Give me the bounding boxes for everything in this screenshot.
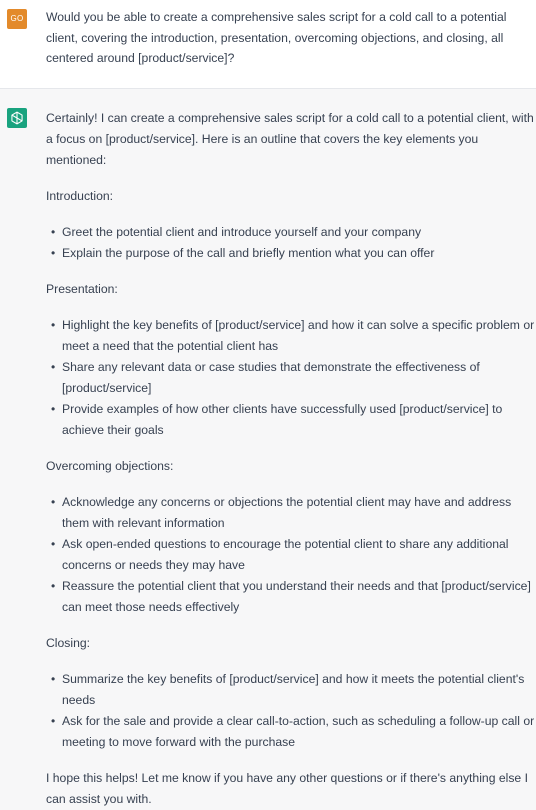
list-item	[46, 492, 536, 534]
list-item-text: Summarize the key benefits of [product/service] and how it meets the potential client's needs	[62, 672, 525, 707]
section-heading-closing: Closing:	[46, 636, 91, 650]
assistant-outro: I hope this helps! Let me know if you have any other questions or if there's anything else I can assist you with.	[46, 771, 528, 806]
list-item-text: Highlight the key benefits of [product/service] and how it can solve a specific problem or meet a need that the potential client has	[62, 318, 535, 353]
list-item	[46, 222, 536, 243]
bullet-list-overcoming-objections	[46, 492, 536, 618]
bullet-icon: •	[51, 402, 56, 416]
bullet-icon: •	[51, 495, 56, 509]
section-heading-introduction: Introduction:	[46, 189, 114, 203]
section-heading-overcoming-objections: Overcoming objections:	[46, 459, 174, 473]
list-item	[46, 711, 536, 753]
user-message-text[interactable]: Would you be able to create a comprehensive sales script for a cold call to a potential client, covering the introduction, presentation, overcoming objections, and closing, all centered around [product/service]?	[46, 10, 507, 65]
bullet-list-introduction	[46, 222, 536, 264]
bullet-icon: •	[51, 714, 56, 728]
bullet-icon: •	[51, 318, 56, 332]
user-message-row	[0, 0, 536, 89]
section-heading-presentation: Presentation:	[46, 282, 118, 296]
bullet-icon: •	[51, 246, 56, 260]
bullet-icon: •	[51, 579, 56, 593]
user-avatar: GO	[7, 9, 27, 29]
list-item-text: Ask for the sale and provide a clear call-to-action, such as scheduling a follow-up call or meeting to move forward with the purchase	[62, 714, 535, 749]
bullet-icon: •	[51, 537, 56, 551]
bullet-list-closing	[46, 669, 536, 753]
list-item	[46, 399, 536, 441]
list-item	[46, 315, 536, 357]
list-item-text: Ask open-ended questions to encourage the potential client to share any additional concerns or needs they may have	[62, 537, 509, 572]
assistant-message-row	[0, 89, 536, 806]
assistant-intro: Certainly! I can create a comprehensive sales script for a cold call to a potential client, with a focus on [product/service]. Here is an outline that covers the key elements you mentioned:	[46, 111, 534, 167]
list-item	[46, 243, 536, 264]
bullet-icon: •	[51, 360, 56, 374]
openai-logo-icon	[7, 108, 27, 128]
bullet-icon: •	[51, 225, 56, 239]
list-item	[46, 576, 536, 618]
bullet-icon: •	[51, 672, 56, 686]
list-item	[46, 357, 536, 399]
list-item-text: Provide examples of how other clients have successfully used [product/service] to achieve their goals	[62, 402, 503, 437]
bullet-list-presentation	[46, 315, 536, 441]
list-item-text: Reassure the potential client that you understand their needs and that [product/service] can meet those needs effectively	[62, 579, 531, 614]
list-item	[46, 669, 536, 711]
list-item-text: Greet the potential client and introduce yourself and your company	[62, 225, 422, 239]
assistant-message-body	[46, 108, 536, 810]
list-item-text: Acknowledge any concerns or objections the potential client may have and address them with relevant information	[62, 495, 512, 530]
list-item-text: Explain the purpose of the call and briefly mention what you can offer	[62, 246, 435, 260]
list-item-text: Share any relevant data or case studies that demonstrate the effectiveness of [product/service]	[62, 360, 480, 395]
list-item	[46, 534, 536, 576]
